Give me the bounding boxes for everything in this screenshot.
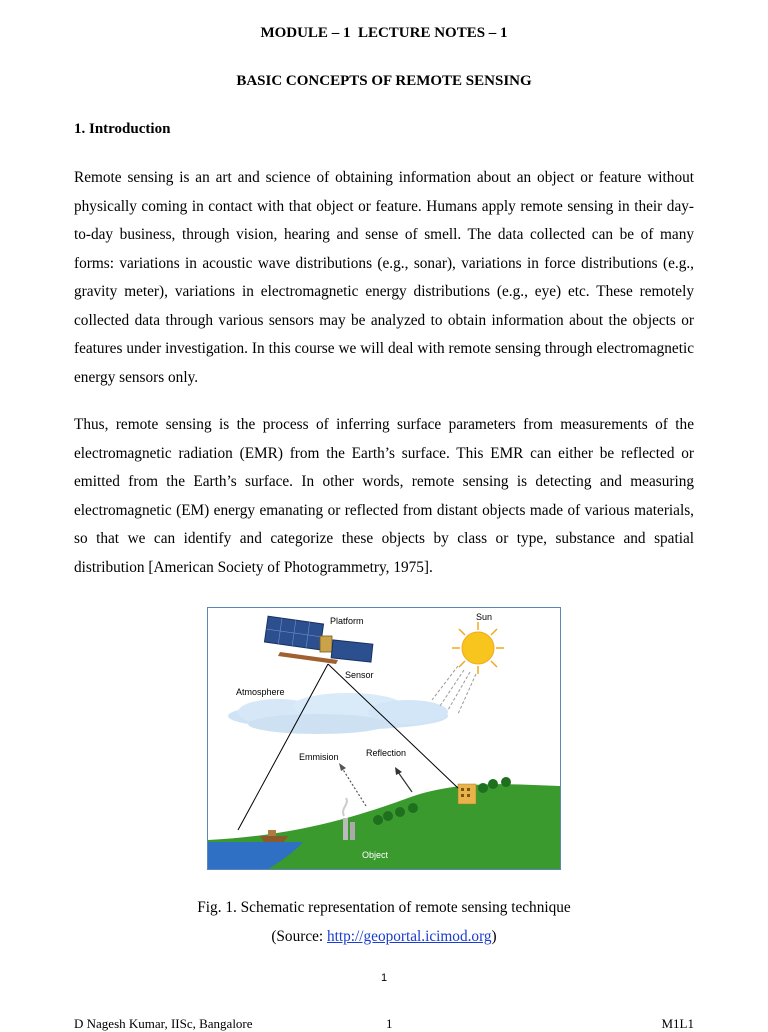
section-heading: 1. Introduction <box>74 121 171 137</box>
page-number: 1 <box>380 972 388 984</box>
label-sun: Sun <box>476 612 493 622</box>
label-sensor: Sensor <box>345 670 374 680</box>
footer-author: D Nagesh Kumar, IISc, Bangalore <box>74 1016 253 1031</box>
atmosphere-cloud <box>228 693 448 734</box>
page-footer <box>74 1016 694 1031</box>
emission-arrow <box>339 763 366 806</box>
label-emission: Emmision <box>299 752 339 762</box>
figure-source <box>0 928 768 946</box>
document-title: BASIC CONCEPTS OF REMOTE SENSING <box>236 73 532 89</box>
label-platform: Platform <box>330 616 364 626</box>
building-icon <box>458 784 476 804</box>
source-link[interactable]: http://geoportal.icimod.org <box>326 928 492 945</box>
sun-icon <box>452 622 504 674</box>
label-object: Object <box>362 850 389 860</box>
footer-module-code: M1L1 <box>661 1016 694 1031</box>
source-prefix: (Source: <box>271 928 327 945</box>
boat-icon <box>260 830 288 842</box>
module-heading: MODULE – 1 LECTURE NOTES – 1 <box>260 25 508 41</box>
label-atmosphere: Atmosphere <box>236 687 285 697</box>
footer-page: 1 <box>386 1016 393 1031</box>
label-reflection: Reflection <box>366 748 407 758</box>
paragraph-2: Thus, remote sensing is the process of inferring surface parameters from measurements of the electromagnetic radiation (EMR) from the Earth’s surface. This EMR can either be reflected or emitted from the Earth’s surface. In other words, remote sensing is detecting and measuring electromagnetic (EM) energy emanating or reflected from distant objects made of various materials, so that we can identify and categorize these objects by class or type, substance and spatial distribution [American Society of Photogrammetry, 1975]. <box>74 416 694 576</box>
remote-sensing-figure <box>207 607 561 870</box>
paragraph-1: Remote sensing is an art and science of obtaining information about an object or feature without physically coming in contact with that object or feature. Humans apply remote sensing in their day-to-day business, through vision, hearing and sense of smell. The data collected can be of many forms: variations in acoustic wave distributions (e.g., sonar), variations in force distributions (e.g., gravity meter), variations in electromagnetic energy distributions (e.g., eye) etc. These remotely collected data through various sensors may be analyzed to obtain information about the objects or features under investigation. In this course we will deal with remote sensing through electromagnetic energy sensors only. <box>74 169 694 386</box>
figure-caption: Fig. 1. Schematic representation of remote sensing technique <box>197 899 571 916</box>
remote-sensing-diagram <box>208 608 560 869</box>
source-suffix: ) <box>491 928 497 945</box>
reflection-arrow <box>395 767 412 792</box>
